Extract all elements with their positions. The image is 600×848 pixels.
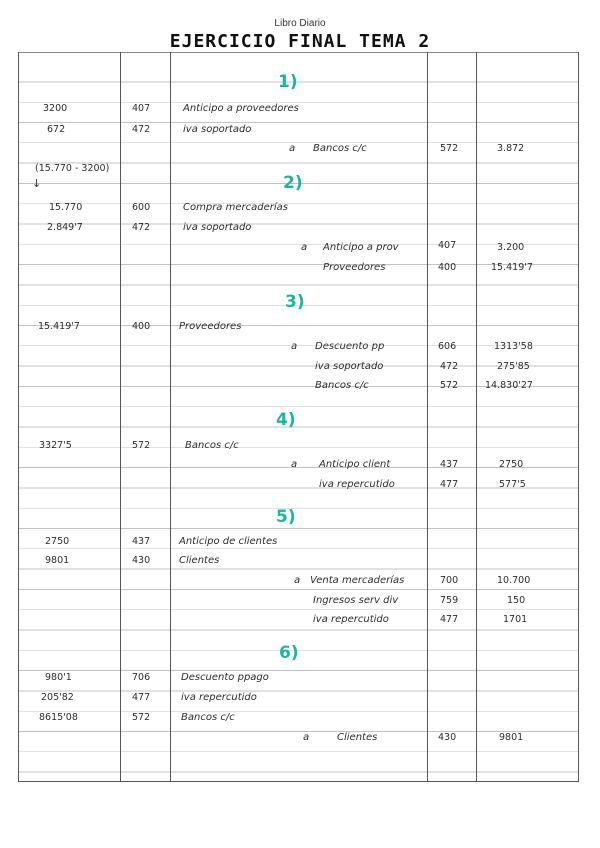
- debit-amount: 3200: [43, 103, 68, 114]
- debit-concept: Compra mercaderías: [183, 202, 288, 213]
- credit-prefix: a: [291, 341, 298, 352]
- credit-amount: 9801: [499, 732, 524, 743]
- credit-prefix: a: [291, 459, 298, 470]
- credit-amount: 150: [507, 595, 526, 606]
- debit-amount: 205'82: [41, 692, 74, 703]
- column-divider: [170, 52, 171, 781]
- credit-concept: Anticipo a prov: [323, 242, 399, 253]
- debit-account: 572: [132, 440, 151, 451]
- column-divider: [120, 52, 121, 781]
- debit-concept: Anticipo de clientes: [179, 536, 278, 547]
- credit-prefix: a: [303, 732, 310, 743]
- entry-number: 4): [276, 410, 296, 430]
- debit-concept: iva soportado: [183, 222, 252, 233]
- entry-number: 5): [276, 507, 296, 527]
- column-divider: [476, 52, 477, 781]
- debit-account: 472: [132, 222, 151, 233]
- debit-concept: iva soportado: [183, 124, 252, 135]
- debit-account: 600: [132, 202, 151, 213]
- debit-amount: 2.849'7: [47, 222, 83, 233]
- credit-prefix: a: [294, 575, 301, 586]
- credit-concept: Bancos c/c: [315, 380, 369, 391]
- credit-account: 407: [438, 240, 457, 251]
- debit-account: 407: [132, 103, 151, 114]
- down-arrow-icon: ↓: [32, 177, 42, 190]
- credit-concept: Ingresos serv div: [313, 595, 399, 606]
- credit-account: 477: [440, 479, 459, 490]
- debit-concept: Anticipo a proveedores: [183, 103, 299, 114]
- credit-account: 472: [440, 361, 459, 372]
- credit-amount: 3.200: [497, 242, 525, 253]
- credit-account: 477: [440, 614, 459, 625]
- entry-number: 6): [279, 643, 299, 663]
- credit-account: 572: [440, 380, 459, 391]
- credit-amount: 10.700: [497, 575, 531, 586]
- debit-amount: 3327'5: [39, 440, 72, 451]
- entry-number: 1): [278, 72, 298, 92]
- credit-account: 430: [438, 732, 457, 743]
- credit-amount: 577'5: [499, 479, 526, 490]
- top-rule: [19, 52, 578, 53]
- credit-account: 572: [440, 143, 459, 154]
- debit-account: 706: [132, 672, 151, 683]
- entry-number: 3): [285, 292, 305, 312]
- debit-concept: Proveedores: [179, 321, 242, 332]
- debit-amount: 672: [47, 124, 66, 135]
- credit-concept: Anticipo client: [319, 459, 391, 470]
- credit-concept: Bancos c/c: [313, 143, 367, 154]
- credit-concept: iva repercutido: [319, 479, 395, 490]
- credit-account: 606: [438, 341, 457, 352]
- credit-amount: 275'85: [497, 361, 530, 372]
- credit-amount: 2750: [499, 459, 524, 470]
- column-divider: [427, 52, 428, 781]
- debit-concept: iva repercutido: [181, 692, 257, 703]
- debit-concept: Bancos c/c: [181, 712, 235, 723]
- credit-amount: 3.872: [497, 143, 525, 154]
- credit-concept: iva soportado: [315, 361, 384, 372]
- credit-account: 437: [440, 459, 459, 470]
- credit-account: 700: [440, 575, 459, 586]
- credit-concept: Clientes: [337, 732, 378, 743]
- debit-account: 572: [132, 712, 151, 723]
- debit-amount: 2750: [45, 536, 70, 547]
- credit-concept: iva repercutido: [313, 614, 389, 625]
- debit-amount: 9801: [45, 555, 70, 566]
- page-title: EJERCICIO FINAL TEMA 2: [169, 31, 431, 52]
- debit-account: 477: [132, 692, 151, 703]
- credit-amount: 1313'58: [494, 341, 533, 352]
- credit-concept: Proveedores: [323, 262, 386, 273]
- debit-amount: 980'1: [45, 672, 72, 683]
- debit-concept: Clientes: [179, 555, 220, 566]
- credit-prefix: a: [289, 143, 296, 154]
- credit-prefix: a: [301, 242, 308, 253]
- debit-amount: 8615'08: [39, 712, 78, 723]
- printed-label: Libro Diario: [274, 18, 326, 29]
- ledger-sheet: [18, 52, 579, 782]
- debit-account: 400: [132, 321, 151, 332]
- credit-concept: Descuento pp: [315, 341, 385, 352]
- debit-amount: 15.419'7: [38, 321, 80, 332]
- credit-amount: 14.830'27: [485, 380, 533, 391]
- entry-number: 2): [283, 173, 303, 193]
- debit-concept: Descuento ppago: [181, 672, 269, 683]
- credit-account: 759: [440, 595, 459, 606]
- credit-account: 400: [438, 262, 457, 273]
- debit-amount: 15.770: [49, 202, 83, 213]
- debit-account: 437: [132, 536, 151, 547]
- calculation-note: (15.770 - 3200): [35, 163, 110, 174]
- credit-amount: 1701: [503, 614, 528, 625]
- debit-account: 472: [132, 124, 151, 135]
- credit-concept: Venta mercaderías: [310, 575, 405, 586]
- debit-account: 430: [132, 555, 151, 566]
- debit-concept: Bancos c/c: [185, 440, 239, 451]
- credit-amount: 15.419'7: [491, 262, 533, 273]
